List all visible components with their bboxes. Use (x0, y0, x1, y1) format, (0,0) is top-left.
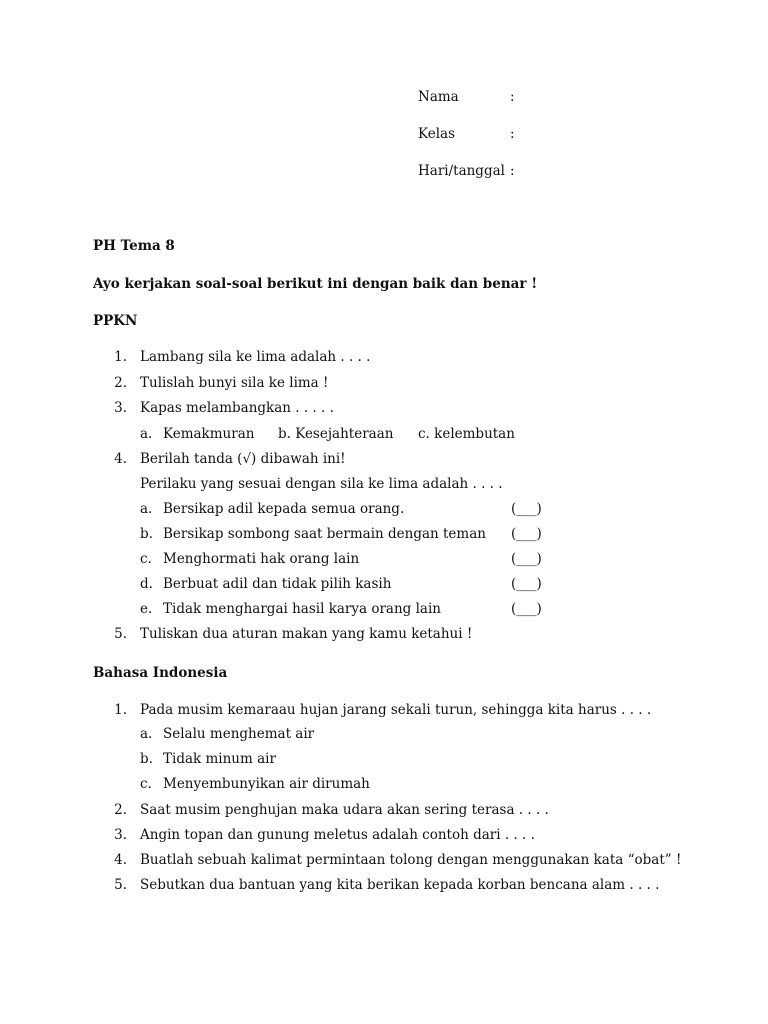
ppkn-q4-option-d-blank[interactable]: (___) (511, 576, 542, 592)
ppkn-q4-option-b-letter: b. (140, 526, 153, 542)
bahasa-q3-text: Angin topan dan gunung meletus adalah contoh dari . . . . (140, 827, 535, 843)
ppkn-q4-option-d: Berbuat adil dan tidak pilih kasih (163, 576, 392, 592)
ppkn-q3-option-a: Kemakmuran (163, 426, 255, 442)
bahasa-q1-option-a: Selalu menghemat air (163, 726, 315, 742)
name-colon: : (510, 89, 515, 105)
ppkn-q2-text: Tulislah bunyi sila ke lima ! (140, 375, 329, 391)
ppkn-q3-text: Kapas melambangkan . . . . . (140, 400, 334, 416)
ppkn-q3-number: 3. (114, 400, 127, 416)
bahasa-q4-number: 4. (114, 852, 127, 868)
ppkn-q1-number: 1. (114, 349, 127, 365)
ppkn-q4-option-d-letter: d. (140, 576, 153, 592)
name-label: Nama (418, 89, 459, 105)
bahasa-q1-number: 1. (114, 702, 127, 718)
ppkn-q4-option-a: Bersikap adil kepada semua orang. (163, 501, 405, 517)
ppkn-q4-option-a-blank[interactable]: (___) (511, 501, 542, 517)
ppkn-q4-option-b-blank[interactable]: (___) (511, 526, 542, 542)
ppkn-q4-subtext: Perilaku yang sesuai dengan sila ke lima adalah . . . . (140, 476, 503, 492)
ppkn-q4-option-a-letter: a. (140, 501, 153, 517)
instruction-text: Ayo kerjakan soal-soal berikut ini dengan baik dan benar ! (93, 276, 538, 292)
bahasa-q1-text: Pada musim kemaraau hujan jarang sekali turun, sehingga kita harus . . . . (140, 702, 652, 718)
ppkn-q2-number: 2. (114, 375, 127, 391)
date-colon: : (510, 163, 515, 179)
bahasa-heading: Bahasa Indonesia (93, 665, 228, 681)
ppkn-q4-option-c: Menghormati hak orang lain (163, 551, 360, 567)
class-label: Kelas (418, 126, 456, 142)
bahasa-q1-option-c-letter: c. (140, 776, 152, 792)
class-colon: : (510, 126, 515, 142)
ppkn-q4-option-e: Tidak menghargai hasil karya orang lain (163, 601, 441, 617)
bahasa-q4-text: Buatlah sebuah kalimat permintaan tolong dengan menggunakan kata “obat” ! (140, 852, 682, 868)
bahasa-q1-option-a-letter: a. (140, 726, 153, 742)
bahasa-q1-option-b-letter: b. (140, 751, 153, 767)
ppkn-q3-option-c: c. kelembutan (418, 426, 515, 442)
ppkn-q4-option-c-blank[interactable]: (___) (511, 551, 542, 567)
ppkn-q1-text: Lambang sila ke lima adalah . . . . (140, 349, 371, 365)
ppkn-q5-number: 5. (114, 626, 127, 642)
bahasa-q3-number: 3. (114, 827, 127, 843)
ppkn-q4-number: 4. (114, 451, 127, 467)
ppkn-q4-option-b: Bersikap sombong saat bermain dengan teman (163, 526, 486, 542)
bahasa-q5-number: 5. (114, 877, 127, 893)
bahasa-q5-text: Sebutkan dua bantuan yang kita berikan kepada korban bencana alam . . . . (140, 877, 660, 893)
ppkn-q3-option-b: b. Kesejahteraan (278, 426, 394, 442)
ppkn-q3-option-a-letter: a. (140, 426, 153, 442)
bahasa-q2-text: Saat musim penghujan maka udara akan sering terasa . . . . (140, 802, 549, 818)
ppkn-q4-option-c-letter: c. (140, 551, 152, 567)
ppkn-heading: PPKN (93, 313, 138, 329)
date-label: Hari/tanggal (418, 163, 505, 179)
ppkn-q5-text: Tuliskan dua aturan makan yang kamu ketahui ! (140, 626, 473, 642)
ppkn-q4-option-e-letter: e. (140, 601, 153, 617)
ppkn-q4-option-e-blank[interactable]: (___) (511, 601, 542, 617)
bahasa-q2-number: 2. (114, 802, 127, 818)
bahasa-q1-option-b: Tidak minum air (163, 751, 276, 767)
ppkn-q4-text: Berilah tanda (√) dibawah ini! (140, 451, 346, 467)
document-title: PH Tema 8 (93, 238, 175, 254)
bahasa-q1-option-c: Menyembunyikan air dirumah (163, 776, 370, 792)
